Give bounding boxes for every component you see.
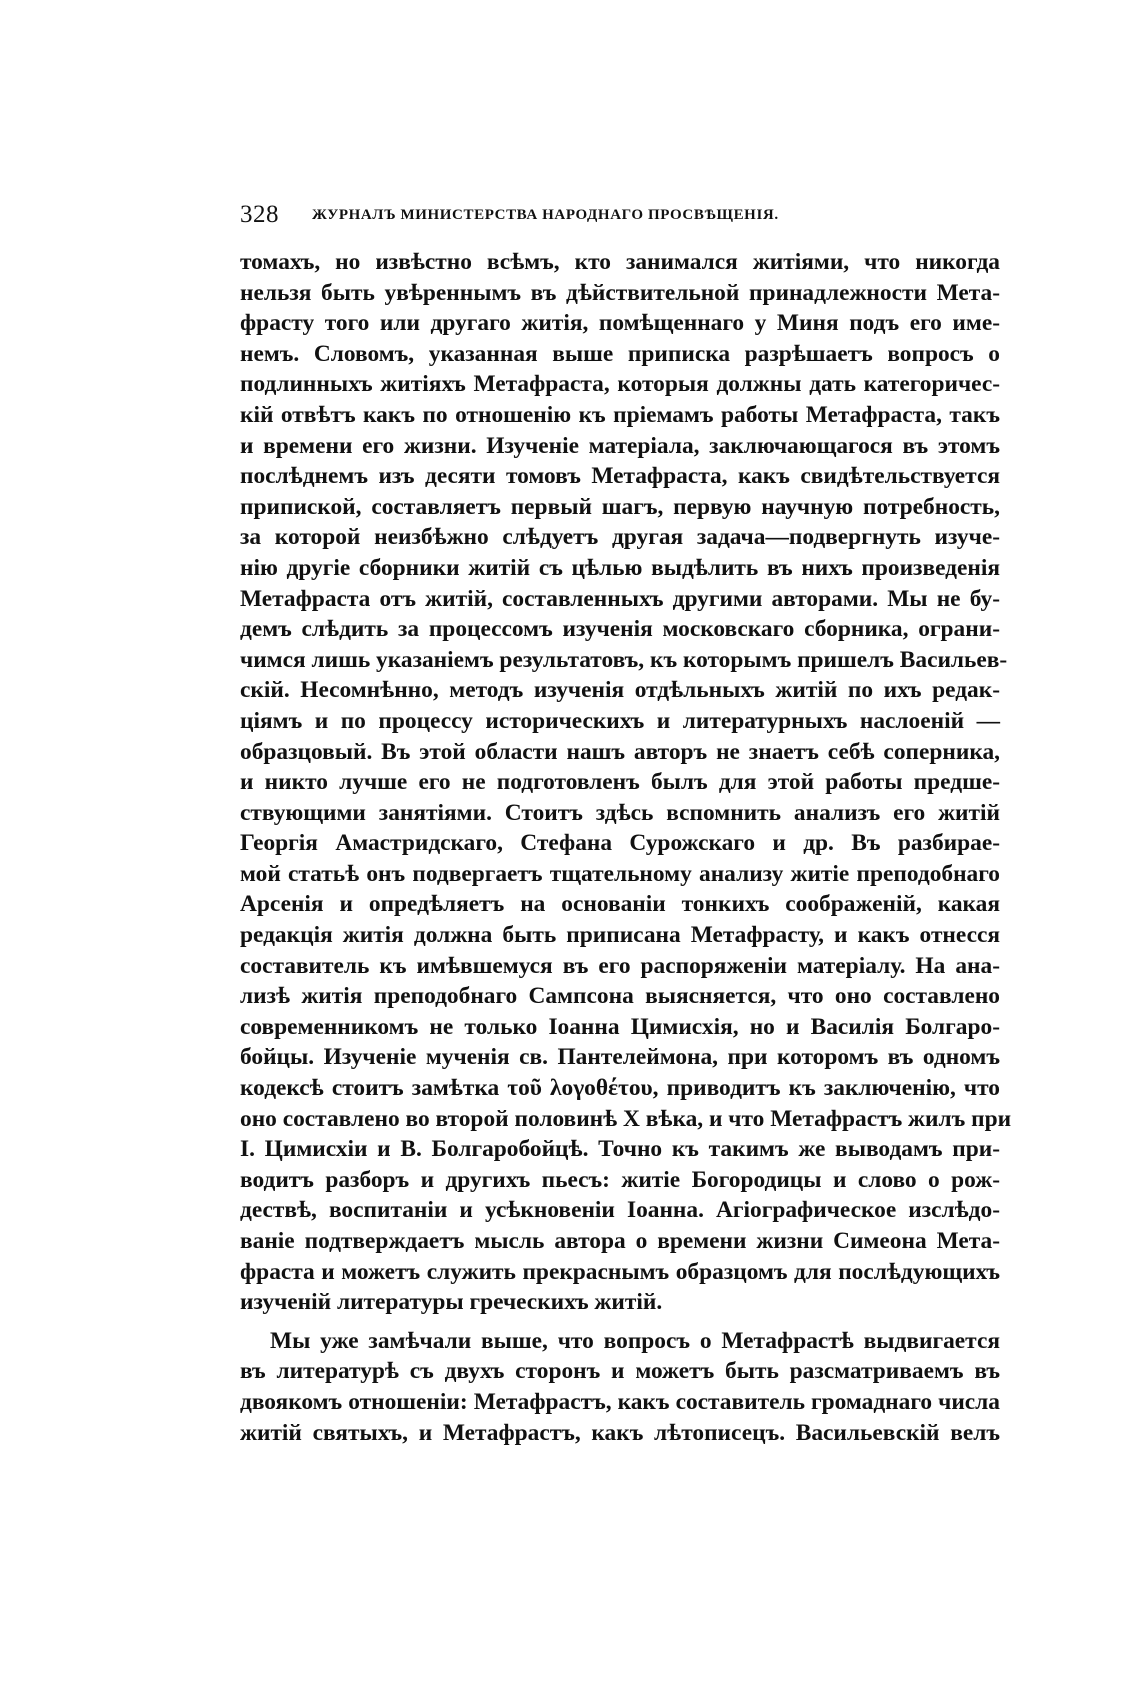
text-line: подлинныхъ житіяхъ Метафраста, которыя должны дать категоричес- <box>240 371 1000 398</box>
text-line: оно составлено во второй половинѣ X вѣка, и что Метафрастъ жилъ при <box>240 1105 1012 1132</box>
text-line: ваніе подтверждаетъ мысль автора о времени жизни Симеона Мета- <box>240 1228 1000 1254</box>
text-line: припиской, составляетъ первый шагъ, первую научную потребность, <box>240 493 1000 520</box>
text-line: кодексѣ стоитъ замѣтка τοῦ λογοθέτου, приводитъ къ заключенію, что <box>240 1075 1000 1102</box>
paragraph-1 <box>240 247 1012 1318</box>
text-line: ствующими занятіями. Стоитъ здѣсь вспомнить анализъ его житій <box>240 799 1000 826</box>
text-line: житій святыхъ, и Метафрастъ, какъ лѣтописецъ. Васильевскій велъ <box>240 1419 1000 1446</box>
text-line: мой статьѣ онъ подвергаетъ тщательному анализу житіе преподобнаго <box>240 860 1000 887</box>
text-line: томахъ, но извѣстно всѣмъ, кто занимался житіями, что никогда <box>240 249 1000 275</box>
page-number: 328 <box>240 201 279 228</box>
text-line: дествѣ, воспитаніи и усѣкновеніи Іоанна. Агіографическое изслѣдо- <box>240 1197 1000 1224</box>
text-line: и никто лучше его не подготовленъ былъ для этой работы предше- <box>240 769 1000 796</box>
text-line: послѣднемъ изъ десяти томовъ Метафраста, какъ свидѣтельствуется <box>240 463 1000 490</box>
text-line: Мы уже замѣчали выше, что вопросъ о Метафрастѣ выдвигается <box>270 1327 1000 1354</box>
text-line: въ литературѣ съ двухъ сторонъ и можетъ быть разсматриваемъ въ <box>240 1358 1000 1385</box>
text-line: редакція житія должна быть приписана Метафрасту, и какъ отнесся <box>240 922 1000 949</box>
text-line: нельзя быть увѣреннымъ въ дѣйствительной принадлежности Мета- <box>240 279 1000 306</box>
text-line: бойцы. Изученіе мученія св. Пантелеймона, при которомъ въ одномъ <box>240 1044 1000 1071</box>
journal-title: ЖУРНАЛЪ МИНИСТЕРСТВА НАРОДНАГО ПРОСВѢЩЕНІЯ. <box>312 207 779 223</box>
text-line: кій отвѣтъ какъ по отношенію къ пріемамъ работы Метафраста, такъ <box>240 401 1000 428</box>
text-line: и времени его жизни. Изученіе матеріала, заключающагося въ этомъ <box>240 432 1000 459</box>
text-line: демъ слѣдить за процессомъ изученія московскаго сборника, ограни- <box>240 616 1000 643</box>
text-line: I. Цимисхіи и В. Болгаробойцѣ. Точно къ такимъ же выводамъ при- <box>240 1136 1000 1163</box>
text-line: водитъ разборъ и другихъ пьесъ: житіе Богородицы и слово о рож- <box>240 1166 1000 1193</box>
body-text <box>240 247 1012 1448</box>
paragraph-gap <box>240 1318 1000 1326</box>
text-line: составитель къ имѣвшемуся въ его распоряженіи матеріалу. На ана- <box>240 952 1000 979</box>
text-line: образцовый. Въ этой области нашъ авторъ не знаетъ себѣ соперника, <box>240 738 1000 765</box>
text-line: фраста и можетъ служить прекраснымъ образцомъ для послѣдующихъ <box>240 1258 1000 1285</box>
text-line: немъ. Словомъ, указанная выше приписка разрѣшаетъ вопросъ о <box>240 340 1000 367</box>
text-line: за которой неизбѣжно слѣдуетъ другая задача—подвергнуть изуче- <box>240 524 1000 551</box>
text-line: лизѣ житія преподобнаго Сампсона выясняется, что оно составлено <box>240 983 1000 1010</box>
text-line: нію другіе сборники житій съ цѣлью выдѣлить въ нихъ произведенія <box>240 554 1000 581</box>
text-line: Арсенія и опредѣляетъ на основаніи тонкихъ соображеній, какая <box>240 891 1000 918</box>
text-line: скій. Несомнѣнно, методъ изученія отдѣльныхъ житій по ихъ редак- <box>240 677 1000 704</box>
text-line: двоякомъ отношеніи: Метафрастъ, какъ составитель громаднаго числа <box>240 1388 1000 1415</box>
text-line: современникомъ не только Іоанна Цимисхія, но и Василія Болгаро- <box>240 1013 1000 1040</box>
text-line: изученій литературы греческихъ житій. <box>240 1289 663 1316</box>
text-line: ціямъ и по процессу историческихъ и литературныхъ наслоеній — <box>240 707 1000 734</box>
paragraph-2 <box>240 1326 1000 1448</box>
text-line: фрасту того или другаго житія, помѣщеннаго у Миня подъ его име- <box>240 310 1000 337</box>
running-head <box>240 201 910 235</box>
text-line: Георгія Амастридскаго, Стефана Сурожскаго и др. Въ разбирае- <box>240 830 1000 857</box>
text-line: Метафраста отъ житій, составленныхъ другими авторами. Мы не бу- <box>240 585 1000 612</box>
text-line: чимся лишь указаніемъ результатовъ, къ которымъ пришелъ Васильев- <box>240 646 1008 673</box>
